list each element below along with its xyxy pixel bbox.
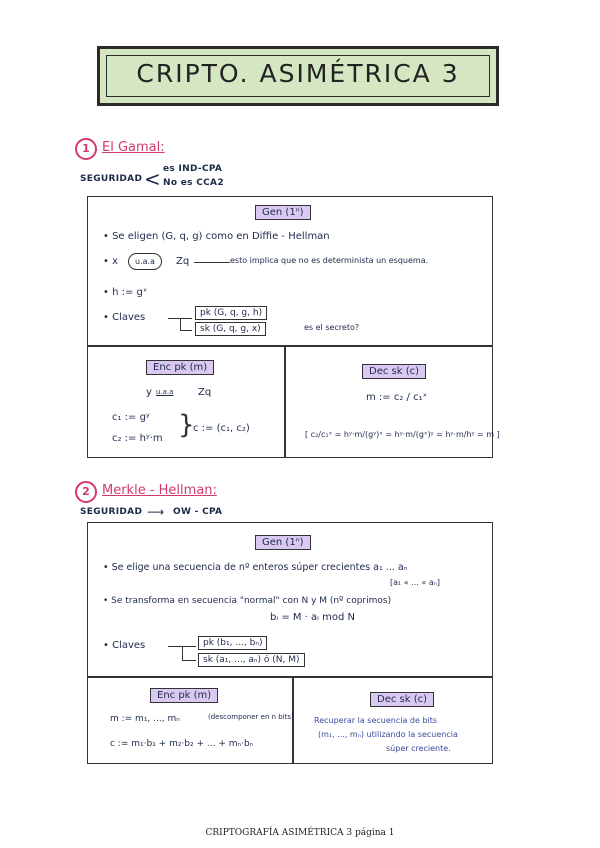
s1-sk-note: es el secreto? (304, 323, 360, 332)
s1-dec-proof: [ c₂/c₁ˣ = hʸ·m/(gʸ)ˣ = hʸ·m/(gˣ)ʸ = hʸ·m/hʸ = m ] (305, 430, 500, 439)
s1-gen-note: esto implica que no es determinista un esquema. (230, 256, 429, 265)
s2-divider-h (87, 676, 493, 678)
s2-keys-arrow-2 (182, 660, 196, 661)
s1-divider-h (87, 345, 493, 347)
less-than-icon: < (144, 167, 161, 191)
s1-keys-arrow-2 (180, 330, 192, 331)
s2-seguridad-label: SEGURIDAD (80, 507, 143, 517)
s2-pk: pk (b₁, ..., bₙ) (198, 636, 267, 650)
s2-enc-l1-note: (descomponer en n bits) (208, 713, 294, 721)
s2-gen-bullet-1: • Se elige una secuencia de nº enteros súper crecientes a₁ ... aₙ (103, 562, 408, 573)
s1-gen-bullet-2-x: • x (103, 256, 118, 267)
s1-enc-c2: c₂ := hʸ·m (112, 433, 163, 444)
s1-seguridad-item-2: No es CCA2 (163, 178, 224, 188)
s1-enc-uoa: u.a.a (156, 388, 174, 396)
s1-dec-m: m := c₂ / c₁ˣ (366, 392, 428, 403)
s2-enc-tag: Enc pk (m) (150, 688, 218, 703)
s1-divider-v (284, 345, 286, 458)
s2-gen-bullet-2b: bᵢ = M · aᵢ mod N (270, 612, 355, 623)
s1-gen-bullet-4: • Claves (103, 312, 146, 323)
s1-enc-c: c := (c₁, c₂) (193, 423, 250, 434)
s2-gen-bullet-1b: [a₁ « ... « aₙ] (390, 578, 441, 587)
s2-box (87, 522, 493, 764)
s2-sk: sk (a₁, ..., aₙ) ó (N, M) (198, 653, 305, 667)
s1-sk: sk (G, q, g, x) (195, 322, 266, 336)
s1-seguridad-item-1: es IND-CPA (163, 164, 223, 174)
right-arrow-icon: ⟶ (147, 505, 165, 519)
s1-gen-uoa: u.a.a (128, 253, 162, 270)
s1-arrow-line (194, 262, 230, 263)
s1-enc-zq: Zq (198, 387, 212, 398)
s1-enc-brace: } (178, 410, 195, 440)
s2-gen-tag: Gen (1ⁿ) (255, 535, 311, 550)
s2-dec-text-2: (m₁, ..., mₙ) utilizando la secuencia (318, 730, 458, 739)
s2-dec-text-1: Recuperar la secuencia de bits (314, 716, 438, 725)
s2-gen-bullet-2: • Se transforma en secuencia "normal" con N y M (nº coprimos) (103, 596, 392, 606)
s2-dec-text-3: súper creciente. (386, 744, 451, 753)
page-footer: CRIPTOGRAFÍA ASIMÉTRICA 3 página 1 (205, 828, 395, 838)
s1-enc-c1: c₁ := gʸ (112, 412, 150, 423)
s1-gen-bullet-3: • h := gˣ (103, 287, 148, 298)
section-2-heading: Merkle - Hellman: (102, 483, 217, 498)
s1-dec-tag: Dec sk (c) (362, 364, 426, 379)
s1-seguridad-label: SEGURIDAD (80, 174, 143, 184)
section-2-number: 2 (75, 481, 97, 503)
section-1-heading: El Gamal: (102, 140, 165, 155)
section-1-number: 1 (75, 138, 97, 160)
s1-keys-arrow-down (180, 318, 181, 330)
title-box (97, 46, 499, 106)
s2-gen-bullet-3: • Claves (103, 640, 146, 651)
s2-dec-tag: Dec sk (c) (370, 692, 434, 707)
s2-keys-arrow-down (182, 646, 183, 660)
page-title: CRIPTO. ASIMÉTRICA 3 (136, 59, 460, 88)
s2-enc-l1: m := m₁, ..., mₙ (110, 714, 180, 724)
s1-pk: pk (G, q, g, h) (195, 306, 267, 320)
s2-seguridad-value: OW - CPA (173, 507, 223, 517)
s1-gen-tag: Gen (1ⁿ) (255, 205, 311, 220)
s1-enc-y: y (146, 387, 152, 398)
s1-gen-zq: Zq (176, 256, 190, 267)
s1-enc-tag: Enc pk (m) (146, 360, 214, 375)
s2-enc-l2: c := m₁·b₁ + m₂·b₂ + ... + mₙ·bₙ (110, 739, 254, 749)
s1-gen-bullet-1: • Se eligen (G, q, g) como en Diffie - Hellman (103, 231, 330, 242)
